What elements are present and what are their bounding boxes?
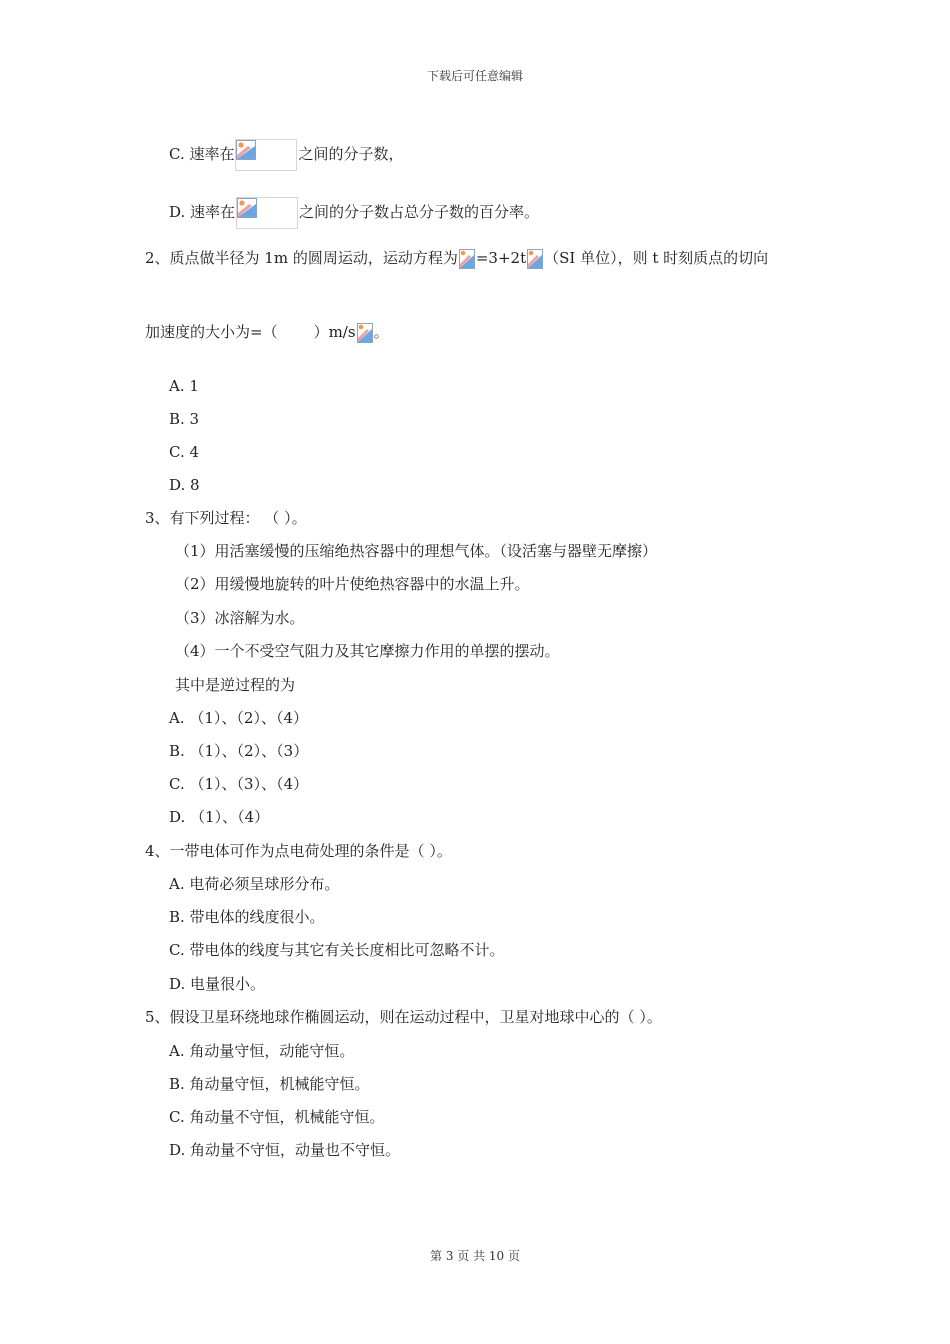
q3-stem: 3、有下列过程： （ ）。 (145, 509, 307, 527)
q2-option-a: A. 1 (169, 377, 199, 395)
page-footer: 第 3 页 共 10 页 (430, 1249, 520, 1263)
q2-option-c: C. 4 (169, 443, 200, 461)
q4-stem: 4、一带电体可作为点电荷处理的条件是（ ）。 (145, 842, 452, 860)
q1-option-d-suffix: 之间的分子数占总分子数的百分率。 (299, 203, 540, 221)
q2-stem-part-c: （SI 单位），则 t 时刻质点的切向 (544, 249, 769, 267)
q1-option-c-prefix: C. 速率在 (169, 145, 235, 163)
broken-image-icon (459, 249, 475, 269)
q2-stem-part-a: 2、质点做半径为 1m 的圆周运动，运动方程为 (145, 249, 458, 267)
q5-stem: 5、假设卫星环绕地球作椭圆运动，则在运动过程中，卫星对地球中心的（ ）。 (145, 1008, 662, 1026)
q3-option-c: C. （1）、（3）、（4） (169, 775, 309, 793)
q2-stem-part-d: 加速度的大小为=（ (145, 323, 278, 341)
q1-option-d-prefix: D. 速率在 (169, 203, 236, 221)
q3-item-2: （2）用缓慢地旋转的叶片使绝热容器中的水温上升。 (175, 575, 530, 593)
q2-stem-part-b: =3+2t (475, 249, 527, 267)
q1-option-d (169, 197, 539, 229)
q4-option-d: D. 电量很小。 (169, 975, 266, 993)
q4-option-c: C. 带电体的线度与其它有关长度相比可忽略不计。 (169, 941, 505, 959)
q5-option-b: B. 角动量守恒，机械能守恒。 (169, 1075, 370, 1093)
q3-option-a: A. （1）、（2）、（4） (169, 709, 308, 727)
q5-option-c: C. 角动量不守恒，机械能守恒。 (169, 1108, 385, 1126)
q5-option-d: D. 角动量不守恒，动量也不守恒。 (169, 1141, 401, 1159)
q2-stem-part-e: ）m/s (313, 323, 356, 341)
q4-option-b: B. 带电体的线度很小。 (169, 908, 325, 926)
q3-option-d: D. （1）、（4） (169, 808, 270, 826)
q1-option-c-suffix: 之间的分子数， (298, 145, 404, 163)
q3-item-1: （1）用活塞缓慢的压缩绝热容器中的理想气体。（设活塞与器壁无摩擦） (175, 542, 658, 560)
q4-option-a: A. 电荷必须呈球形分布。 (169, 875, 340, 893)
q2-option-d: D. 8 (169, 476, 200, 494)
broken-image-icon (527, 249, 543, 269)
q2-option-b: B. 3 (169, 410, 200, 428)
q3-option-b: B. （1）、（2）、（3） (169, 742, 309, 760)
broken-image-icon (235, 139, 297, 171)
broken-image-icon (357, 323, 373, 343)
q3-prompt: 其中是逆过程的为 (175, 676, 296, 694)
q2-stem-line2 (145, 322, 389, 343)
q2-stem-line1 (145, 248, 768, 269)
q5-option-a: A. 角动量守恒，动能守恒。 (169, 1042, 355, 1060)
q1-option-c (169, 139, 404, 171)
broken-image-icon (236, 197, 298, 229)
q2-stem-part-f: 。 (373, 323, 389, 341)
q3-item-3: （3）冰溶解为水。 (175, 609, 305, 627)
q3-item-4: （4）一个不受空气阻力及其它摩擦力作用的单摆的摆动。 (175, 642, 560, 660)
page-header: 下载后可任意编辑 (426, 69, 523, 83)
